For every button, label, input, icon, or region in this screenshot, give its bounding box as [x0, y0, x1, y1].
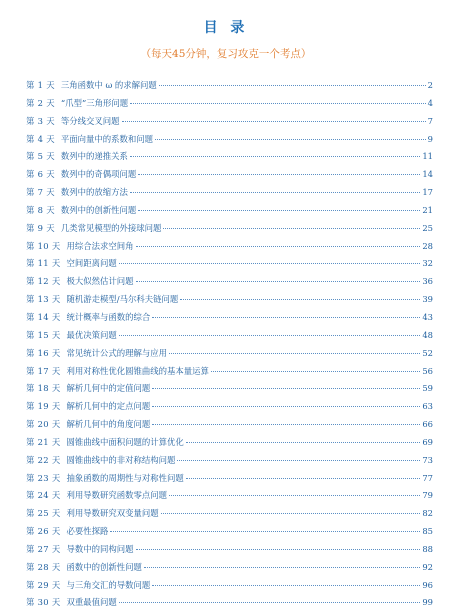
toc-entry-title: “爪型”三角形问题	[60, 97, 129, 108]
toc-entry[interactable]	[26, 238, 433, 256]
dot-leader	[130, 103, 426, 104]
toc-entry-title: 利用导数研究双变量问题	[66, 508, 159, 519]
toc-entry-page-number: 36	[422, 276, 433, 287]
toc-entry-day: 第 17 天	[26, 365, 61, 376]
toc-entry-day: 第 21 天	[26, 436, 61, 447]
toc-entry-day: 第 29 天	[26, 579, 61, 590]
dot-leader	[186, 478, 421, 479]
toc-entry-page-number: 52	[422, 347, 433, 358]
dot-leader	[152, 585, 420, 586]
dot-leader	[180, 299, 420, 300]
toc-entry-title: 利用对称性优化圆锥曲线的基本量运算	[66, 365, 209, 376]
toc-entry[interactable]	[26, 220, 433, 238]
toc-entry-day: 第 18 天	[26, 383, 61, 394]
dot-leader	[136, 549, 421, 550]
toc-entry[interactable]	[26, 148, 433, 166]
dot-leader	[163, 228, 420, 229]
dot-leader	[138, 174, 420, 175]
dot-leader	[155, 139, 426, 140]
toc-entry-title: 用综合法求空间角	[66, 240, 134, 251]
toc-entry-title: 最优决策问题	[66, 329, 117, 340]
dot-leader	[159, 85, 426, 86]
toc-entry-day: 第 19 天	[26, 401, 61, 412]
toc-entry-page-number: 69	[422, 436, 433, 447]
dot-leader	[130, 192, 420, 193]
dot-leader	[119, 263, 421, 264]
dot-leader	[152, 424, 420, 425]
toc-entry-day: 第 5 天	[26, 151, 55, 162]
toc-entry-day: 第 23 天	[26, 472, 61, 483]
toc-entry-day: 第 30 天	[26, 597, 61, 608]
toc-entry-day: 第 7 天	[26, 187, 55, 198]
toc-entry[interactable]	[26, 559, 433, 577]
toc-entry-day: 第 4 天	[26, 133, 55, 144]
toc-entry[interactable]	[26, 541, 433, 559]
dot-leader	[169, 495, 420, 496]
dot-leader	[152, 317, 420, 318]
toc-entry[interactable]	[26, 487, 433, 505]
toc-entry-page-number: 21	[422, 204, 433, 215]
toc-entry[interactable]	[26, 434, 433, 452]
toc-entry-page-number: 82	[422, 508, 433, 519]
dot-leader	[152, 406, 420, 407]
toc-entry-title: 数列中的创新性问题	[60, 204, 137, 215]
toc-entry[interactable]	[26, 184, 433, 202]
toc-entry-day: 第 9 天	[26, 222, 55, 233]
toc-entry[interactable]	[26, 113, 433, 131]
toc-entry-page-number: 7	[427, 115, 433, 126]
toc-entry-day: 第 10 天	[26, 240, 61, 251]
toc-entry-title: 解析几何中的定点问题	[66, 401, 151, 412]
dot-leader	[177, 460, 420, 461]
toc-entry-day: 第 28 天	[26, 561, 61, 572]
toc-entry-title: 空间距离问题	[66, 258, 117, 269]
toc-entry-page-number: 2	[427, 80, 433, 90]
dot-leader	[130, 156, 420, 157]
toc-entry-day: 第 22 天	[26, 454, 61, 465]
toc-entry-page-number: 25	[422, 222, 433, 233]
dot-leader	[119, 335, 421, 336]
dot-leader	[110, 531, 420, 532]
toc-entry-title: 与三角交汇的导数问题	[66, 579, 151, 590]
toc-entry-title: 解析几何中的定值问题	[66, 383, 151, 394]
toc-entry[interactable]	[26, 309, 433, 327]
toc-entry-title: 几类常见模型的外接球问题	[60, 222, 162, 233]
toc-entry[interactable]	[26, 166, 433, 184]
toc-entry[interactable]	[26, 398, 433, 416]
toc-entry-page-number: 28	[422, 240, 433, 251]
toc-entry-title: 统计概率与函数的综合	[66, 311, 151, 322]
toc-entry[interactable]	[26, 594, 433, 612]
toc-entry-day: 第 6 天	[26, 169, 55, 180]
toc-entry-page-number: 88	[422, 543, 433, 554]
dot-leader	[169, 353, 420, 354]
page-subtitle: （每天45分钟，复习攻克一个考点）	[140, 48, 312, 60]
toc-entry-title: 平面向量中的系数和问题	[60, 133, 154, 144]
toc-entry-page-number: 59	[422, 383, 433, 394]
toc-entry-title: 函数中的创新性问题	[66, 561, 142, 572]
toc-entry-day: 第 25 天	[26, 508, 61, 519]
toc-entry[interactable]	[26, 291, 433, 309]
dot-leader	[138, 210, 420, 211]
toc-entry-day: 第 27 天	[26, 543, 61, 554]
toc-entry[interactable]	[26, 345, 433, 363]
toc-entry-title: 抽象函数的周期性与对称性问题	[66, 472, 184, 483]
toc-entry-day: 第 20 天	[26, 419, 61, 430]
toc-entry-page-number: 39	[422, 294, 433, 305]
toc-entry-title: 导数中的同构问题	[66, 543, 134, 554]
dot-leader	[161, 513, 421, 514]
toc-entry-page-number: 92	[422, 561, 433, 572]
toc-entry[interactable]	[26, 505, 433, 523]
toc-entry-page-number: 66	[422, 419, 433, 430]
toc-entry-day: 第 12 天	[26, 276, 61, 287]
toc-entry-day: 第 3 天	[26, 115, 55, 126]
toc-entry-page-number: 96	[422, 579, 433, 590]
toc-entry-title: 数列中的递推关系	[60, 151, 128, 162]
toc-entry-page-number: 14	[422, 169, 433, 180]
toc-entry-page-number: 9	[427, 133, 433, 144]
toc-entry-title: 数列中的奇偶项问题	[60, 169, 137, 180]
toc-entry-day: 第 1 天	[26, 80, 55, 90]
toc-entry-title: 数列中的放缩方法	[60, 187, 128, 198]
toc-entry-title: 等分线交叉问题	[60, 115, 120, 126]
toc-entry[interactable]	[26, 77, 433, 95]
toc-entry-page-number: 99	[422, 597, 433, 608]
toc-entry-title: 双重最值问题	[66, 597, 117, 608]
toc-entry-title: 利用导数研究函数零点问题	[66, 490, 168, 501]
toc-entry-day: 第 13 天	[26, 294, 61, 305]
page-title: 目 录	[203, 20, 249, 36]
toc-entry-title: 必要性探路	[66, 526, 109, 537]
toc-entry-day: 第 14 天	[26, 311, 61, 322]
toc-entry[interactable]	[26, 95, 433, 113]
toc-entry-page-number: 48	[422, 329, 433, 340]
toc-entry-page-number: 63	[422, 401, 433, 412]
table-of-contents	[26, 77, 433, 612]
toc-entry-title: 极大似然估计问题	[66, 276, 134, 287]
toc-entry-page-number: 32	[422, 258, 433, 269]
toc-entry-page-number: 77	[422, 472, 433, 483]
toc-entry-page-number: 85	[422, 526, 433, 537]
toc-entry-page-number: 17	[422, 187, 433, 198]
toc-entry-title: 随机游走模型/马尔科夫链问题	[66, 294, 179, 305]
toc-entry[interactable]	[26, 523, 433, 541]
toc-entry[interactable]	[26, 255, 433, 273]
toc-entry-title: 三角函数中 ω 的求解问题	[60, 80, 157, 90]
toc-entry-title: 解析几何中的角度问题	[66, 419, 151, 430]
toc-entry[interactable]	[26, 273, 433, 291]
toc-entry[interactable]	[26, 577, 433, 595]
toc-entry[interactable]	[26, 452, 433, 470]
toc-entry[interactable]	[26, 470, 433, 488]
toc-entry-day: 第 16 天	[26, 347, 61, 358]
toc-entry[interactable]	[26, 363, 433, 381]
toc-entry-page-number: 73	[422, 454, 433, 465]
dot-leader	[144, 567, 420, 568]
toc-entry[interactable]	[26, 202, 433, 220]
dot-leader	[152, 388, 420, 389]
toc-entry[interactable]	[26, 416, 433, 434]
toc-entry-day: 第 26 天	[26, 526, 61, 537]
dot-leader	[136, 246, 421, 247]
toc-entry-day: 第 2 天	[26, 97, 55, 108]
toc-entry-title: 圆锥曲线中面积问题的计算优化	[66, 436, 184, 447]
toc-entry-day: 第 11 天	[26, 258, 61, 269]
toc-entry-page-number: 11	[422, 151, 433, 162]
toc-entry-page-number: 4	[427, 97, 433, 108]
dot-leader	[211, 371, 420, 372]
toc-entry-title: 圆锥曲线中的非对称结构问题	[66, 454, 176, 465]
toc-entry-title: 常见统计公式的理解与应用	[66, 347, 168, 358]
toc-entry-day: 第 24 天	[26, 490, 61, 501]
dot-leader	[136, 281, 421, 282]
dot-leader	[122, 121, 426, 122]
dot-leader	[186, 442, 421, 443]
toc-entry-page-number: 43	[422, 311, 433, 322]
dot-leader	[119, 602, 421, 603]
toc-entry[interactable]	[26, 380, 433, 398]
toc-entry-day: 第 8 天	[26, 204, 55, 215]
toc-entry-page-number: 79	[422, 490, 433, 501]
toc-entry-page-number: 56	[422, 365, 433, 376]
toc-entry-day: 第 15 天	[26, 329, 61, 340]
toc-entry[interactable]	[26, 327, 433, 345]
toc-entry[interactable]	[26, 131, 433, 149]
